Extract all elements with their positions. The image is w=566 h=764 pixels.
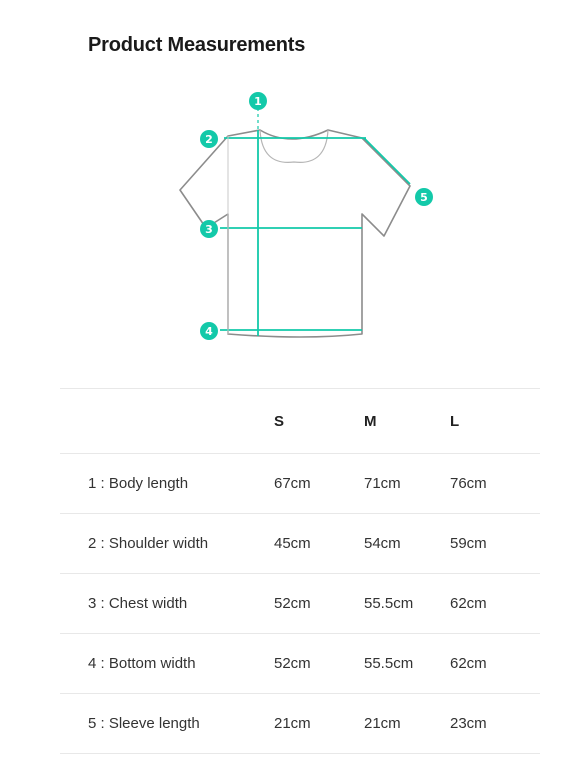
cell-size-s: 52cm — [274, 634, 364, 694]
cell-size-l: 59cm — [450, 514, 540, 574]
table-header-row — [60, 389, 540, 454]
row-label: 1 : Body length — [60, 454, 274, 514]
row-label: 4 : Bottom width — [60, 634, 274, 694]
size-chart-table — [60, 388, 540, 754]
table-row — [60, 454, 540, 514]
table-row — [60, 574, 540, 634]
cell-size-m: 55.5cm — [364, 634, 450, 694]
cell-size-s: 67cm — [274, 454, 364, 514]
header-size-l: L — [450, 389, 540, 454]
table-row — [60, 694, 540, 754]
header-size-s: S — [274, 389, 364, 454]
cell-size-m: 54cm — [364, 514, 450, 574]
row-label: 5 : Sleeve length — [60, 694, 274, 754]
cell-size-l: 62cm — [450, 634, 540, 694]
cell-size-m: 55.5cm — [364, 574, 450, 634]
marker-body-length: 1 — [249, 92, 267, 110]
row-label: 3 : Chest width — [60, 574, 274, 634]
header-size-m: M — [364, 389, 450, 454]
header-empty — [60, 389, 274, 454]
table-row — [60, 634, 540, 694]
cell-size-s: 21cm — [274, 694, 364, 754]
table-row — [60, 514, 540, 574]
marker-bottom-width: 4 — [200, 322, 218, 340]
tshirt-illustration — [170, 86, 440, 348]
cell-size-m: 21cm — [364, 694, 450, 754]
marker-sleeve-length: 5 — [415, 188, 433, 206]
cell-size-l: 62cm — [450, 574, 540, 634]
cell-size-s: 45cm — [274, 514, 364, 574]
cell-size-l: 23cm — [450, 694, 540, 754]
marker-chest-width: 3 — [200, 220, 218, 238]
tshirt-measurement-diagram — [170, 86, 440, 348]
cell-size-m: 71cm — [364, 454, 450, 514]
marker-shoulder-width: 2 — [200, 130, 218, 148]
cell-size-s: 52cm — [274, 574, 364, 634]
cell-size-l: 76cm — [450, 454, 540, 514]
row-label: 2 : Shoulder width — [60, 514, 274, 574]
page-title: Product Measurements — [88, 34, 306, 56]
